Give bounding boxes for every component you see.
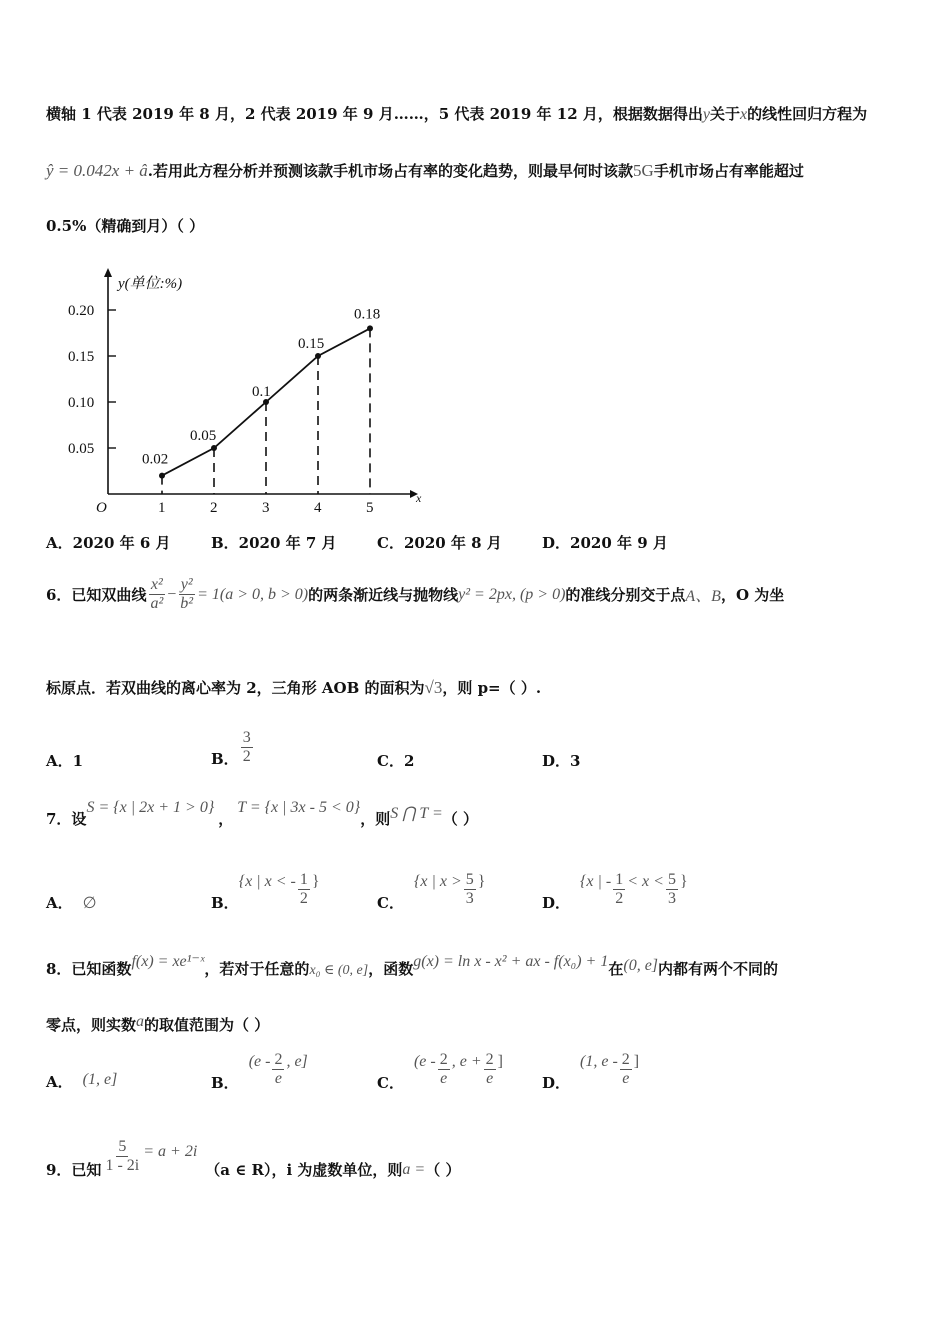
q6-text: 的两条渐近线与抛物线 [308,586,459,604]
data-label: 0.05 [190,428,217,444]
data-label: 0.18 [354,306,381,323]
hyperbola-condition: = 1(a > 0, b > 0) [197,585,309,603]
y-tick-label: 0.15 [68,349,95,365]
data-label: 0.02 [142,451,169,468]
data-point [367,325,373,331]
q8-option-d[interactable]: D． (1, e - $\frac{2}{e}$ ] [542,1051,640,1092]
q9-blank: （ ） [425,1161,461,1179]
set-t: T = {x | 3x - 5 < 0} [237,799,361,816]
data-label: 0.1 [252,384,271,400]
function-g: g(x) = ln x - x² + ax - f(x₀) + 1 [413,953,609,970]
q6-lead: 6．已知双曲线 [46,586,147,604]
intersection-expr: S ⋂ T = [390,805,443,822]
q6-text: ，则 p=（ ）. [442,679,542,697]
label-5g: 5G [633,161,654,180]
intro-text: 手机市场占有率能超过 [653,162,804,180]
regression-equation: ŷ = 0.042x + â [46,161,148,180]
x-tick-label: 2 [210,500,218,516]
fraction-5-over-1-2i: $\frac{5}{1 - 2i}$ [105,1138,140,1174]
q8-text: ，若对于任意的 [204,960,310,978]
q6-option-a[interactable]: A．1 [46,752,84,770]
y-tick-label: 0.20 [68,303,95,319]
q7-text: ，则 [360,810,391,828]
q5-option-b[interactable]: B．2020 年 7 月 [211,534,337,552]
x-tick-label: 3 [262,500,270,516]
function-f: f(x) = xe¹⁻ˣ [131,953,205,970]
var-y: y [702,106,710,123]
q6-option-d[interactable]: D．3 [542,752,581,770]
data-point [159,473,165,479]
q6-option-b[interactable]: B． $\frac{3}{2}$ [211,729,251,768]
q8-text: 内都有两个不同的 [658,960,779,978]
fraction-y2-b2: $\frac{\text{y²}}{\text{b²}}$ [180,576,194,612]
x-tick-label: 1 [158,500,166,516]
q8-text: 在 [608,960,624,978]
q8-stem-line-2 [46,1014,269,1035]
x-tick-label: 4 [314,500,322,516]
q5-option-c[interactable]: C．2020 年 8 月 [377,534,502,552]
data-point [315,353,321,359]
q7-option-d[interactable]: D． {x | - $\frac{1}{2}$ < x < $\frac{5}{3}$ } [542,871,688,912]
origin-label: O [96,500,107,516]
q8-lead: 8．已知函数 [46,960,132,978]
data-label: 0.15 [298,336,325,352]
points-a-b: A、B [685,588,721,605]
set-s: S = {x | 2x + 1 > 0} [86,799,215,816]
market-share-chart [60,262,430,520]
y-axis-label: y(单位:%) [118,276,183,292]
data-point [211,445,217,451]
intro-text: 的线性回归方程为 [747,105,868,123]
q8-option-a[interactable]: A． (1, e] [46,1071,118,1091]
q5-option-a[interactable]: A．2020 年 6 月 [46,534,171,552]
q6-text: 的准线分别交于点 [565,586,686,604]
q6-stem-line-1: 6．已知双曲线 $\frac{\text{x²}}{\text{a²}}$ − $\frac{\text{y²}}{\text{b²}}$ = 1(a > 0, b > 0) 的两条渐近线与抛物线 y² = 2px, (p > 0) 的准线分别交于点 A、B ，O 为坐 [46,576,785,612]
intro-text: 关于 [709,105,740,123]
q6-text: ，O 为坐 [720,586,785,604]
q8-option-c[interactable]: C． (e - $\frac{2}{e}$ , e + $\frac{2}{e}$ ] [377,1051,503,1092]
q7-stem: 7．设S = {x | 2x + 1 > 0}，T = {x | 3x - 5 < 0}，则S ⋂ T =（ ） [46,799,478,828]
y-tick-label: 0.10 [68,395,95,411]
q9-ask: a = [402,1160,426,1178]
parabola-equation: y² = 2px, (p > 0) [458,585,566,603]
q8-text: 零点，则实数 [46,1016,137,1034]
q7-lead: 7．设 [46,810,87,828]
x-tick-label: 5 [366,500,374,516]
y-axis-arrow-icon [104,268,112,277]
q8-option-b[interactable]: B． (e - $\frac{2}{e}$ , e] [211,1051,308,1092]
fraction-x2-a2: $\frac{\text{x²}}{\text{a²}}$ [150,576,164,612]
interval: (0, e] [623,957,659,974]
intro-line-1 [46,103,867,124]
q6-text: 标原点．若双曲线的离心率为 2，三角形 AOB 的面积为 [46,679,425,697]
q8-text: ，函数 [368,960,414,978]
q5-option-d[interactable]: D．2020 年 9 月 [542,534,668,552]
q6-option-c[interactable]: C．2 [377,752,415,770]
q7-option-c[interactable]: C． {x | x > $\frac{5}{3}$ } [377,871,486,912]
q9-stem [46,1133,460,1180]
q7-blank: （ ） [442,810,478,828]
empty-set-icon: ∅ [82,895,97,912]
var-x: x [740,106,748,123]
q7-option-b[interactable]: B． {x | x < - $\frac{1}{2}$ } [211,871,320,912]
q9-condition: （a ∈ R），i 为虚数单位，则 [205,1161,403,1179]
q9-equation: = a + 2i [143,1142,198,1160]
q8-stem-line-1 [46,953,779,979]
x0-domain: x₀ ∈ (0, e] [309,963,369,978]
intro-text: .若用此方程分析并预测该款手机市场占有率的变化趋势，则最早何时该款 [147,162,634,180]
q6-stem-line-2 [46,677,541,698]
q8-text: 的取值范围为（ ） [144,1016,270,1034]
intro-line-2 [46,160,804,181]
x-axis-label: x [416,491,422,505]
intro-line-3: 0.5%（精确到月）（ ） [46,217,205,235]
y-tick-label: 0.05 [68,441,95,457]
sqrt-3: √3 [424,678,443,697]
q9-lead: 9．已知 [46,1161,102,1179]
intro-text: 横轴 1 代表 2019 年 8 月，2 代表 2019 年 9 月……，5 代表 2019 年 12 月，根据数据得出 [46,105,703,123]
q7-option-a[interactable]: A． ∅ [46,894,97,912]
var-a: a [136,1013,145,1030]
